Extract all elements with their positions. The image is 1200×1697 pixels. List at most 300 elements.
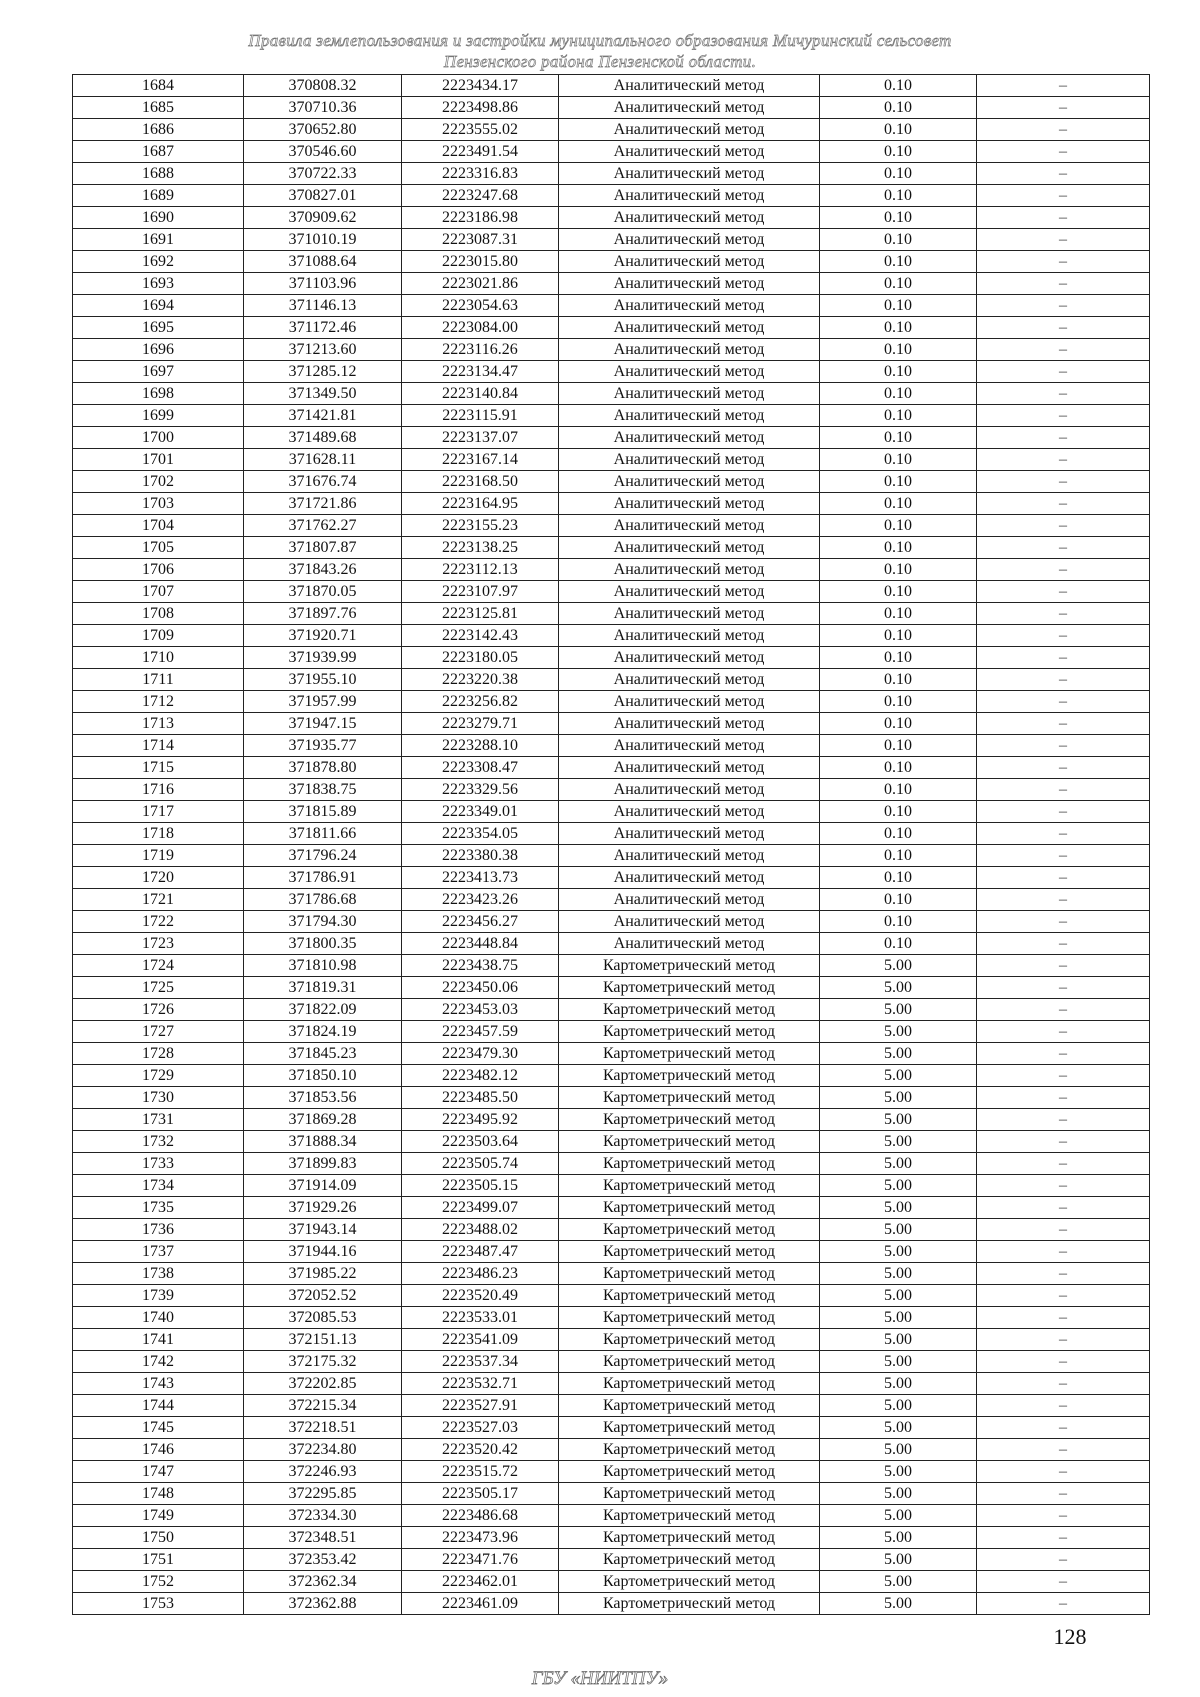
y-coordinate-cell: 2223155.23 bbox=[402, 515, 559, 537]
x-coordinate-cell: 371957.99 bbox=[244, 691, 402, 713]
method-cell: Аналитический метод bbox=[559, 251, 820, 273]
accuracy-cell: 5.00 bbox=[820, 1549, 977, 1571]
description-cell: – bbox=[977, 515, 1150, 537]
point-number-cell: 1746 bbox=[73, 1439, 244, 1461]
table-row bbox=[73, 1285, 1150, 1307]
method-cell: Аналитический метод bbox=[559, 735, 820, 757]
point-number-cell: 1714 bbox=[73, 735, 244, 757]
table-row bbox=[73, 75, 1150, 97]
y-coordinate-cell: 2223087.31 bbox=[402, 229, 559, 251]
y-coordinate-cell: 2223520.49 bbox=[402, 1285, 559, 1307]
point-number-cell: 1730 bbox=[73, 1087, 244, 1109]
accuracy-cell: 5.00 bbox=[820, 1285, 977, 1307]
method-cell: Картометрический метод bbox=[559, 1131, 820, 1153]
y-coordinate-cell: 2223495.92 bbox=[402, 1109, 559, 1131]
x-coordinate-cell: 370722.33 bbox=[244, 163, 402, 185]
description-cell: – bbox=[977, 911, 1150, 933]
x-coordinate-cell: 370909.62 bbox=[244, 207, 402, 229]
description-cell: – bbox=[977, 471, 1150, 493]
method-cell: Картометрический метод bbox=[559, 1065, 820, 1087]
accuracy-cell: 0.10 bbox=[820, 559, 977, 581]
description-cell: – bbox=[977, 1505, 1150, 1527]
y-coordinate-cell: 2223354.05 bbox=[402, 823, 559, 845]
x-coordinate-cell: 371838.75 bbox=[244, 779, 402, 801]
description-cell: – bbox=[977, 801, 1150, 823]
y-coordinate-cell: 2223413.73 bbox=[402, 867, 559, 889]
method-cell: Аналитический метод bbox=[559, 493, 820, 515]
accuracy-cell: 5.00 bbox=[820, 1439, 977, 1461]
method-cell: Картометрический метод bbox=[559, 1263, 820, 1285]
accuracy-cell: 0.10 bbox=[820, 889, 977, 911]
y-coordinate-cell: 2223349.01 bbox=[402, 801, 559, 823]
y-coordinate-cell: 2223491.54 bbox=[402, 141, 559, 163]
table-row bbox=[73, 185, 1150, 207]
accuracy-cell: 5.00 bbox=[820, 1593, 977, 1615]
description-cell: – bbox=[977, 1153, 1150, 1175]
table-row bbox=[73, 559, 1150, 581]
y-coordinate-cell: 2223137.07 bbox=[402, 427, 559, 449]
method-cell: Аналитический метод bbox=[559, 515, 820, 537]
x-coordinate-cell: 371676.74 bbox=[244, 471, 402, 493]
method-cell: Аналитический метод bbox=[559, 559, 820, 581]
coordinates-table bbox=[72, 74, 1150, 1615]
method-cell: Аналитический метод bbox=[559, 691, 820, 713]
x-coordinate-cell: 371878.80 bbox=[244, 757, 402, 779]
table-row bbox=[73, 669, 1150, 691]
y-coordinate-cell: 2223527.03 bbox=[402, 1417, 559, 1439]
method-cell: Аналитический метод bbox=[559, 339, 820, 361]
point-number-cell: 1716 bbox=[73, 779, 244, 801]
y-coordinate-cell: 2223555.02 bbox=[402, 119, 559, 141]
accuracy-cell: 0.10 bbox=[820, 185, 977, 207]
y-coordinate-cell: 2223461.09 bbox=[402, 1593, 559, 1615]
accuracy-cell: 0.10 bbox=[820, 383, 977, 405]
accuracy-cell: 5.00 bbox=[820, 1571, 977, 1593]
table-row bbox=[73, 141, 1150, 163]
table-row bbox=[73, 1175, 1150, 1197]
y-coordinate-cell: 2223164.95 bbox=[402, 493, 559, 515]
method-cell: Картометрический метод bbox=[559, 1549, 820, 1571]
point-number-cell: 1745 bbox=[73, 1417, 244, 1439]
y-coordinate-cell: 2223499.07 bbox=[402, 1197, 559, 1219]
x-coordinate-cell: 371628.11 bbox=[244, 449, 402, 471]
point-number-cell: 1719 bbox=[73, 845, 244, 867]
accuracy-cell: 5.00 bbox=[820, 1263, 977, 1285]
x-coordinate-cell: 372295.85 bbox=[244, 1483, 402, 1505]
y-coordinate-cell: 2223084.00 bbox=[402, 317, 559, 339]
method-cell: Аналитический метод bbox=[559, 647, 820, 669]
table-row bbox=[73, 515, 1150, 537]
method-cell: Аналитический метод bbox=[559, 933, 820, 955]
method-cell: Картометрический метод bbox=[559, 1439, 820, 1461]
description-cell: – bbox=[977, 1461, 1150, 1483]
x-coordinate-cell: 371920.71 bbox=[244, 625, 402, 647]
description-cell: – bbox=[977, 119, 1150, 141]
method-cell: Картометрический метод bbox=[559, 1175, 820, 1197]
point-number-cell: 1695 bbox=[73, 317, 244, 339]
point-number-cell: 1724 bbox=[73, 955, 244, 977]
y-coordinate-cell: 2223134.47 bbox=[402, 361, 559, 383]
description-cell: – bbox=[977, 1197, 1150, 1219]
table-row bbox=[73, 1527, 1150, 1549]
accuracy-cell: 5.00 bbox=[820, 1417, 977, 1439]
description-cell: – bbox=[977, 185, 1150, 207]
accuracy-cell: 0.10 bbox=[820, 801, 977, 823]
description-cell: – bbox=[977, 141, 1150, 163]
table-row bbox=[73, 845, 1150, 867]
point-number-cell: 1685 bbox=[73, 97, 244, 119]
description-cell: – bbox=[977, 999, 1150, 1021]
point-number-cell: 1698 bbox=[73, 383, 244, 405]
header-line-2: Пензенского района Пензенской области. bbox=[443, 52, 757, 71]
description-cell: – bbox=[977, 1439, 1150, 1461]
description-cell: – bbox=[977, 1549, 1150, 1571]
x-coordinate-cell: 370808.32 bbox=[244, 75, 402, 97]
table-row bbox=[73, 339, 1150, 361]
x-coordinate-cell: 371914.09 bbox=[244, 1175, 402, 1197]
table-row bbox=[73, 625, 1150, 647]
x-coordinate-cell: 372052.52 bbox=[244, 1285, 402, 1307]
x-coordinate-cell: 371172.46 bbox=[244, 317, 402, 339]
y-coordinate-cell: 2223142.43 bbox=[402, 625, 559, 647]
x-coordinate-cell: 372362.88 bbox=[244, 1593, 402, 1615]
x-coordinate-cell: 371103.96 bbox=[244, 273, 402, 295]
method-cell: Аналитический метод bbox=[559, 317, 820, 339]
method-cell: Аналитический метод bbox=[559, 779, 820, 801]
description-cell: – bbox=[977, 1351, 1150, 1373]
point-number-cell: 1750 bbox=[73, 1527, 244, 1549]
table-row bbox=[73, 1219, 1150, 1241]
point-number-cell: 1687 bbox=[73, 141, 244, 163]
method-cell: Аналитический метод bbox=[559, 603, 820, 625]
method-cell: Картометрический метод bbox=[559, 1571, 820, 1593]
description-cell: – bbox=[977, 933, 1150, 955]
description-cell: – bbox=[977, 823, 1150, 845]
accuracy-cell: 0.10 bbox=[820, 537, 977, 559]
x-coordinate-cell: 371985.22 bbox=[244, 1263, 402, 1285]
point-number-cell: 1699 bbox=[73, 405, 244, 427]
x-coordinate-cell: 371010.19 bbox=[244, 229, 402, 251]
accuracy-cell: 0.10 bbox=[820, 317, 977, 339]
point-number-cell: 1753 bbox=[73, 1593, 244, 1615]
method-cell: Картометрический метод bbox=[559, 1505, 820, 1527]
accuracy-cell: 0.10 bbox=[820, 207, 977, 229]
point-number-cell: 1696 bbox=[73, 339, 244, 361]
y-coordinate-cell: 2223527.91 bbox=[402, 1395, 559, 1417]
table-row bbox=[73, 1505, 1150, 1527]
y-coordinate-cell: 2223482.12 bbox=[402, 1065, 559, 1087]
description-cell: – bbox=[977, 427, 1150, 449]
header-line-1: Правила землепользования и застройки муниципального образования Мичуринский сельсовет bbox=[248, 31, 952, 50]
y-coordinate-cell: 2223329.56 bbox=[402, 779, 559, 801]
method-cell: Картометрический метод bbox=[559, 1417, 820, 1439]
description-cell: – bbox=[977, 97, 1150, 119]
description-cell: – bbox=[977, 1131, 1150, 1153]
method-cell: Картометрический метод bbox=[559, 1395, 820, 1417]
description-cell: – bbox=[977, 339, 1150, 361]
x-coordinate-cell: 372334.30 bbox=[244, 1505, 402, 1527]
point-number-cell: 1704 bbox=[73, 515, 244, 537]
y-coordinate-cell: 2223186.98 bbox=[402, 207, 559, 229]
accuracy-cell: 5.00 bbox=[820, 1483, 977, 1505]
x-coordinate-cell: 371822.09 bbox=[244, 999, 402, 1021]
y-coordinate-cell: 2223505.17 bbox=[402, 1483, 559, 1505]
x-coordinate-cell: 371819.31 bbox=[244, 977, 402, 999]
accuracy-cell: 0.10 bbox=[820, 471, 977, 493]
x-coordinate-cell: 371213.60 bbox=[244, 339, 402, 361]
y-coordinate-cell: 2223448.84 bbox=[402, 933, 559, 955]
accuracy-cell: 5.00 bbox=[820, 1527, 977, 1549]
point-number-cell: 1692 bbox=[73, 251, 244, 273]
accuracy-cell: 0.10 bbox=[820, 823, 977, 845]
table-row bbox=[73, 97, 1150, 119]
description-cell: – bbox=[977, 449, 1150, 471]
accuracy-cell: 5.00 bbox=[820, 955, 977, 977]
point-number-cell: 1715 bbox=[73, 757, 244, 779]
x-coordinate-cell: 371843.26 bbox=[244, 559, 402, 581]
table-row bbox=[73, 251, 1150, 273]
table-row bbox=[73, 1461, 1150, 1483]
x-coordinate-cell: 371800.35 bbox=[244, 933, 402, 955]
accuracy-cell: 0.10 bbox=[820, 339, 977, 361]
method-cell: Картометрический метод bbox=[559, 1285, 820, 1307]
table-row bbox=[73, 229, 1150, 251]
x-coordinate-cell: 372246.93 bbox=[244, 1461, 402, 1483]
accuracy-cell: 0.10 bbox=[820, 867, 977, 889]
table-row bbox=[73, 735, 1150, 757]
description-cell: – bbox=[977, 1109, 1150, 1131]
y-coordinate-cell: 2223434.17 bbox=[402, 75, 559, 97]
document-footer: ГБУ «НИИТПУ» bbox=[531, 1668, 669, 1689]
method-cell: Картометрический метод bbox=[559, 1021, 820, 1043]
accuracy-cell: 0.10 bbox=[820, 251, 977, 273]
description-cell: – bbox=[977, 317, 1150, 339]
point-number-cell: 1729 bbox=[73, 1065, 244, 1087]
table-row bbox=[73, 1109, 1150, 1131]
accuracy-cell: 5.00 bbox=[820, 1395, 977, 1417]
x-coordinate-cell: 371489.68 bbox=[244, 427, 402, 449]
y-coordinate-cell: 2223125.81 bbox=[402, 603, 559, 625]
point-number-cell: 1722 bbox=[73, 911, 244, 933]
accuracy-cell: 0.10 bbox=[820, 119, 977, 141]
table-row bbox=[73, 405, 1150, 427]
table-row bbox=[73, 867, 1150, 889]
point-number-cell: 1720 bbox=[73, 867, 244, 889]
table-row bbox=[73, 1021, 1150, 1043]
table-row bbox=[73, 647, 1150, 669]
point-number-cell: 1743 bbox=[73, 1373, 244, 1395]
table-row bbox=[73, 911, 1150, 933]
x-coordinate-cell: 371939.99 bbox=[244, 647, 402, 669]
y-coordinate-cell: 2223256.82 bbox=[402, 691, 559, 713]
method-cell: Картометрический метод bbox=[559, 1351, 820, 1373]
point-number-cell: 1706 bbox=[73, 559, 244, 581]
y-coordinate-cell: 2223168.50 bbox=[402, 471, 559, 493]
accuracy-cell: 5.00 bbox=[820, 1373, 977, 1395]
point-number-cell: 1686 bbox=[73, 119, 244, 141]
table-row bbox=[73, 537, 1150, 559]
table-row bbox=[73, 1373, 1150, 1395]
x-coordinate-cell: 371899.83 bbox=[244, 1153, 402, 1175]
y-coordinate-cell: 2223279.71 bbox=[402, 713, 559, 735]
y-coordinate-cell: 2223380.38 bbox=[402, 845, 559, 867]
accuracy-cell: 5.00 bbox=[820, 1175, 977, 1197]
point-number-cell: 1693 bbox=[73, 273, 244, 295]
method-cell: Аналитический метод bbox=[559, 383, 820, 405]
table-row bbox=[73, 999, 1150, 1021]
table-row bbox=[73, 1065, 1150, 1087]
point-number-cell: 1748 bbox=[73, 1483, 244, 1505]
point-number-cell: 1752 bbox=[73, 1571, 244, 1593]
accuracy-cell: 0.10 bbox=[820, 625, 977, 647]
point-number-cell: 1701 bbox=[73, 449, 244, 471]
accuracy-cell: 0.10 bbox=[820, 757, 977, 779]
y-coordinate-cell: 2223138.25 bbox=[402, 537, 559, 559]
table-row bbox=[73, 713, 1150, 735]
point-number-cell: 1707 bbox=[73, 581, 244, 603]
x-coordinate-cell: 372202.85 bbox=[244, 1373, 402, 1395]
accuracy-cell: 0.10 bbox=[820, 229, 977, 251]
point-number-cell: 1700 bbox=[73, 427, 244, 449]
y-coordinate-cell: 2223515.72 bbox=[402, 1461, 559, 1483]
method-cell: Картометрический метод bbox=[559, 1109, 820, 1131]
table-row bbox=[73, 1131, 1150, 1153]
y-coordinate-cell: 2223021.86 bbox=[402, 273, 559, 295]
method-cell: Аналитический метод bbox=[559, 163, 820, 185]
x-coordinate-cell: 371935.77 bbox=[244, 735, 402, 757]
x-coordinate-cell: 371929.26 bbox=[244, 1197, 402, 1219]
accuracy-cell: 5.00 bbox=[820, 1219, 977, 1241]
method-cell: Аналитический метод bbox=[559, 911, 820, 933]
accuracy-cell: 0.10 bbox=[820, 75, 977, 97]
description-cell: – bbox=[977, 977, 1150, 999]
table-row bbox=[73, 163, 1150, 185]
x-coordinate-cell: 371285.12 bbox=[244, 361, 402, 383]
description-cell: – bbox=[977, 295, 1150, 317]
y-coordinate-cell: 2223167.14 bbox=[402, 449, 559, 471]
x-coordinate-cell: 372348.51 bbox=[244, 1527, 402, 1549]
accuracy-cell: 5.00 bbox=[820, 1351, 977, 1373]
accuracy-cell: 0.10 bbox=[820, 581, 977, 603]
table-row bbox=[73, 295, 1150, 317]
accuracy-cell: 0.10 bbox=[820, 647, 977, 669]
description-cell: – bbox=[977, 361, 1150, 383]
method-cell: Картометрический метод bbox=[559, 999, 820, 1021]
description-cell: – bbox=[977, 1021, 1150, 1043]
point-number-cell: 1736 bbox=[73, 1219, 244, 1241]
y-coordinate-cell: 2223487.47 bbox=[402, 1241, 559, 1263]
method-cell: Аналитический метод bbox=[559, 625, 820, 647]
accuracy-cell: 0.10 bbox=[820, 163, 977, 185]
x-coordinate-cell: 371810.98 bbox=[244, 955, 402, 977]
point-number-cell: 1709 bbox=[73, 625, 244, 647]
accuracy-cell: 0.10 bbox=[820, 427, 977, 449]
accuracy-cell: 5.00 bbox=[820, 1043, 977, 1065]
accuracy-cell: 5.00 bbox=[820, 1307, 977, 1329]
description-cell: – bbox=[977, 1263, 1150, 1285]
accuracy-cell: 5.00 bbox=[820, 1109, 977, 1131]
point-number-cell: 1732 bbox=[73, 1131, 244, 1153]
point-number-cell: 1733 bbox=[73, 1153, 244, 1175]
page-number: 128 bbox=[1053, 1624, 1087, 1649]
point-number-cell: 1711 bbox=[73, 669, 244, 691]
point-number-cell: 1712 bbox=[73, 691, 244, 713]
description-cell: – bbox=[977, 691, 1150, 713]
description-cell: – bbox=[977, 669, 1150, 691]
table-row bbox=[73, 361, 1150, 383]
y-coordinate-cell: 2223541.09 bbox=[402, 1329, 559, 1351]
method-cell: Аналитический метод bbox=[559, 295, 820, 317]
x-coordinate-cell: 371955.10 bbox=[244, 669, 402, 691]
table-row bbox=[73, 603, 1150, 625]
table-row bbox=[73, 449, 1150, 471]
method-cell: Аналитический метод bbox=[559, 405, 820, 427]
description-cell: – bbox=[977, 1373, 1150, 1395]
description-cell: – bbox=[977, 207, 1150, 229]
table-row bbox=[73, 1153, 1150, 1175]
point-number-cell: 1739 bbox=[73, 1285, 244, 1307]
accuracy-cell: 0.10 bbox=[820, 141, 977, 163]
x-coordinate-cell: 370652.80 bbox=[244, 119, 402, 141]
table-row bbox=[73, 1087, 1150, 1109]
point-number-cell: 1702 bbox=[73, 471, 244, 493]
accuracy-cell: 5.00 bbox=[820, 1461, 977, 1483]
accuracy-cell: 0.10 bbox=[820, 515, 977, 537]
point-number-cell: 1684 bbox=[73, 75, 244, 97]
table-row bbox=[73, 889, 1150, 911]
method-cell: Картометрический метод bbox=[559, 1461, 820, 1483]
description-cell: – bbox=[977, 779, 1150, 801]
method-cell: Картометрический метод bbox=[559, 1241, 820, 1263]
y-coordinate-cell: 2223438.75 bbox=[402, 955, 559, 977]
accuracy-cell: 0.10 bbox=[820, 493, 977, 515]
point-number-cell: 1697 bbox=[73, 361, 244, 383]
accuracy-cell: 5.00 bbox=[820, 999, 977, 1021]
method-cell: Картометрический метод bbox=[559, 1527, 820, 1549]
accuracy-cell: 0.10 bbox=[820, 603, 977, 625]
method-cell: Аналитический метод bbox=[559, 713, 820, 735]
table-row bbox=[73, 581, 1150, 603]
accuracy-cell: 0.10 bbox=[820, 735, 977, 757]
method-cell: Аналитический метод bbox=[559, 207, 820, 229]
y-coordinate-cell: 2223533.01 bbox=[402, 1307, 559, 1329]
accuracy-cell: 5.00 bbox=[820, 1505, 977, 1527]
x-coordinate-cell: 371853.56 bbox=[244, 1087, 402, 1109]
y-coordinate-cell: 2223116.26 bbox=[402, 339, 559, 361]
point-number-cell: 1742 bbox=[73, 1351, 244, 1373]
method-cell: Аналитический метод bbox=[559, 669, 820, 691]
description-cell: – bbox=[977, 1571, 1150, 1593]
table-row bbox=[73, 383, 1150, 405]
method-cell: Картометрический метод bbox=[559, 1373, 820, 1395]
accuracy-cell: 5.00 bbox=[820, 1087, 977, 1109]
x-coordinate-cell: 371349.50 bbox=[244, 383, 402, 405]
point-number-cell: 1689 bbox=[73, 185, 244, 207]
method-cell: Аналитический метод bbox=[559, 229, 820, 251]
table-row bbox=[73, 1439, 1150, 1461]
accuracy-cell: 0.10 bbox=[820, 669, 977, 691]
description-cell: – bbox=[977, 1395, 1150, 1417]
table-row bbox=[73, 427, 1150, 449]
description-cell: – bbox=[977, 603, 1150, 625]
table-row bbox=[73, 317, 1150, 339]
y-coordinate-cell: 2223456.27 bbox=[402, 911, 559, 933]
description-cell: – bbox=[977, 955, 1150, 977]
table-row bbox=[73, 1571, 1150, 1593]
accuracy-cell: 0.10 bbox=[820, 691, 977, 713]
description-cell: – bbox=[977, 229, 1150, 251]
accuracy-cell: 5.00 bbox=[820, 1329, 977, 1351]
